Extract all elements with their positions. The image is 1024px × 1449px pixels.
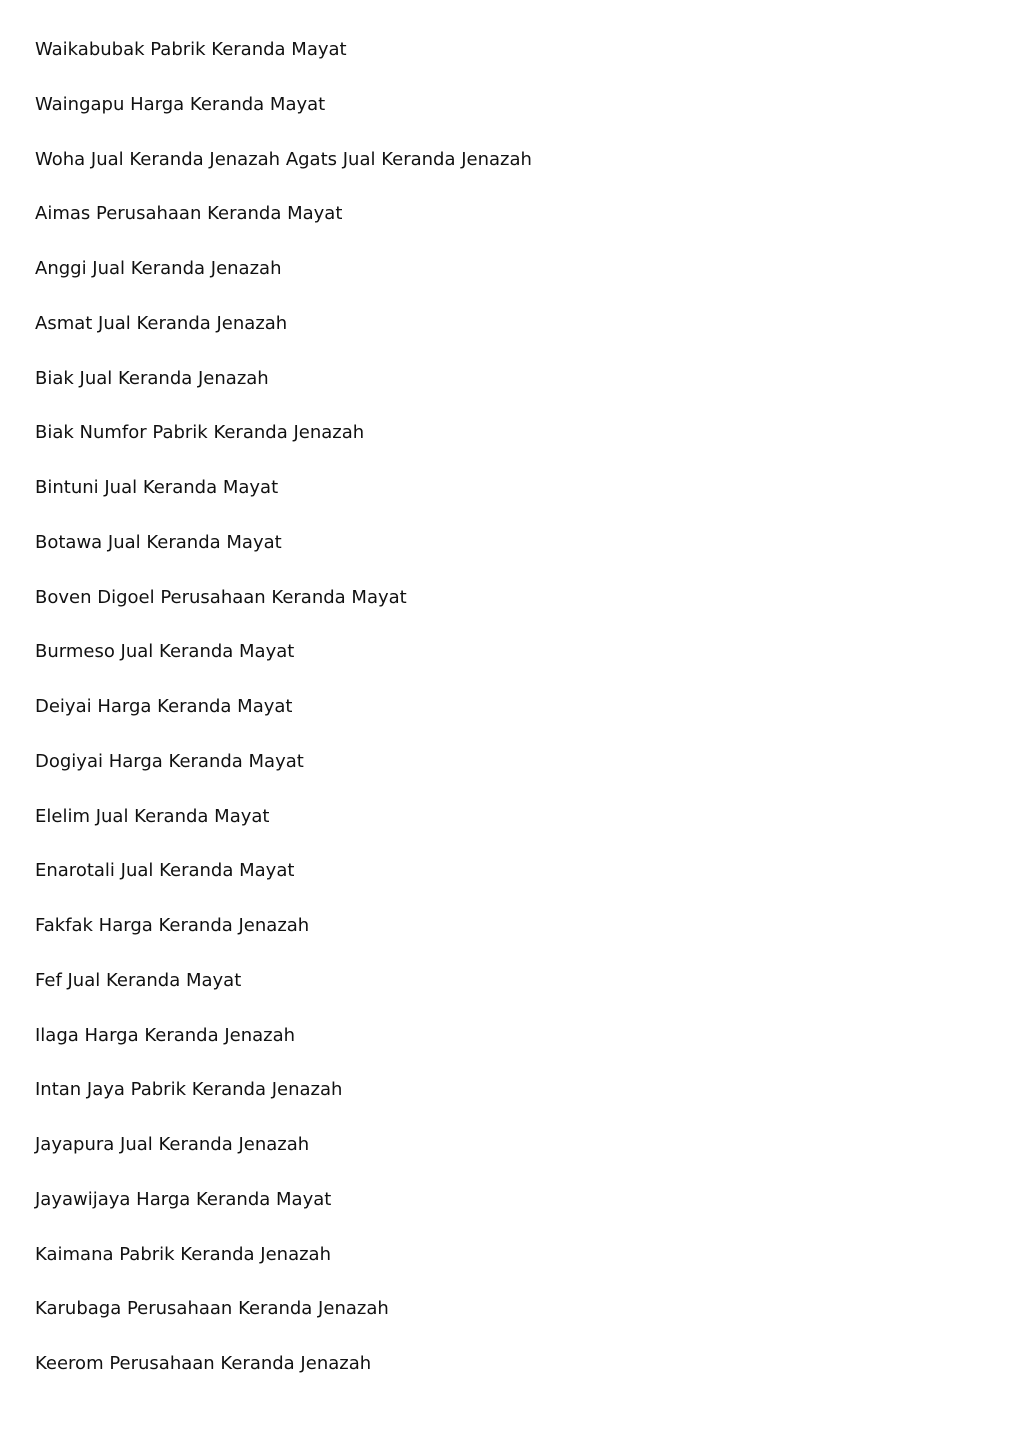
text-line: Biak Numfor Pabrik Keranda Jenazah [35,422,365,444]
text-line: Botawa Jual Keranda Mayat [35,531,282,553]
text-line: Keerom Perusahaan Keranda Jenazah [35,1353,372,1374]
text-line: Fakfak Harga Keranda Jenazah [35,915,310,936]
text-line: Aimas Perusahaan Keranda Mayat [35,203,343,225]
text-line: Burmeso Jual Keranda Mayat [35,641,295,663]
text-line: Woha Jual Keranda Jenazah Agats Jual Keranda Jenazah [35,148,532,170]
text-line: Kaimana Pabrik Keranda Jenazah [35,1243,331,1265]
text-line: Intan Jaya Pabrik Keranda Jenazah [35,1079,343,1101]
text-line: Ilaga Harga Keranda Jenazah [35,1024,296,1046]
text-line: Waingapu Harga Keranda Mayat [35,93,326,115]
text-line: Dogiyai Harga Keranda Mayat [35,750,304,772]
text-lines [35,36,995,1405]
text-line: Asmat Jual Keranda Jenazah [35,312,288,334]
text-line: Bintuni Jual Keranda Mayat [35,477,279,498]
text-line: Jayapura Jual Keranda Jenazah [35,1134,310,1155]
text-line: Karubaga Perusahaan Keranda Jenazah [35,1298,389,1320]
text-line: Boven Digoel Perusahaan Keranda Mayat [35,586,407,608]
text-line: Enarotali Jual Keranda Mayat [35,860,295,882]
text-line: Jayawijaya Harga Keranda Mayat [35,1188,332,1210]
text-line: Waikabubak Pabrik Keranda Mayat [35,39,347,60]
text-line: Elelim Jual Keranda Mayat [35,805,270,827]
text-line: Fef Jual Keranda Mayat [35,969,242,991]
text-line: Deiyai Harga Keranda Mayat [35,696,293,717]
text-line: Biak Jual Keranda Jenazah [35,367,269,389]
text-line: Anggi Jual Keranda Jenazah [35,258,282,279]
